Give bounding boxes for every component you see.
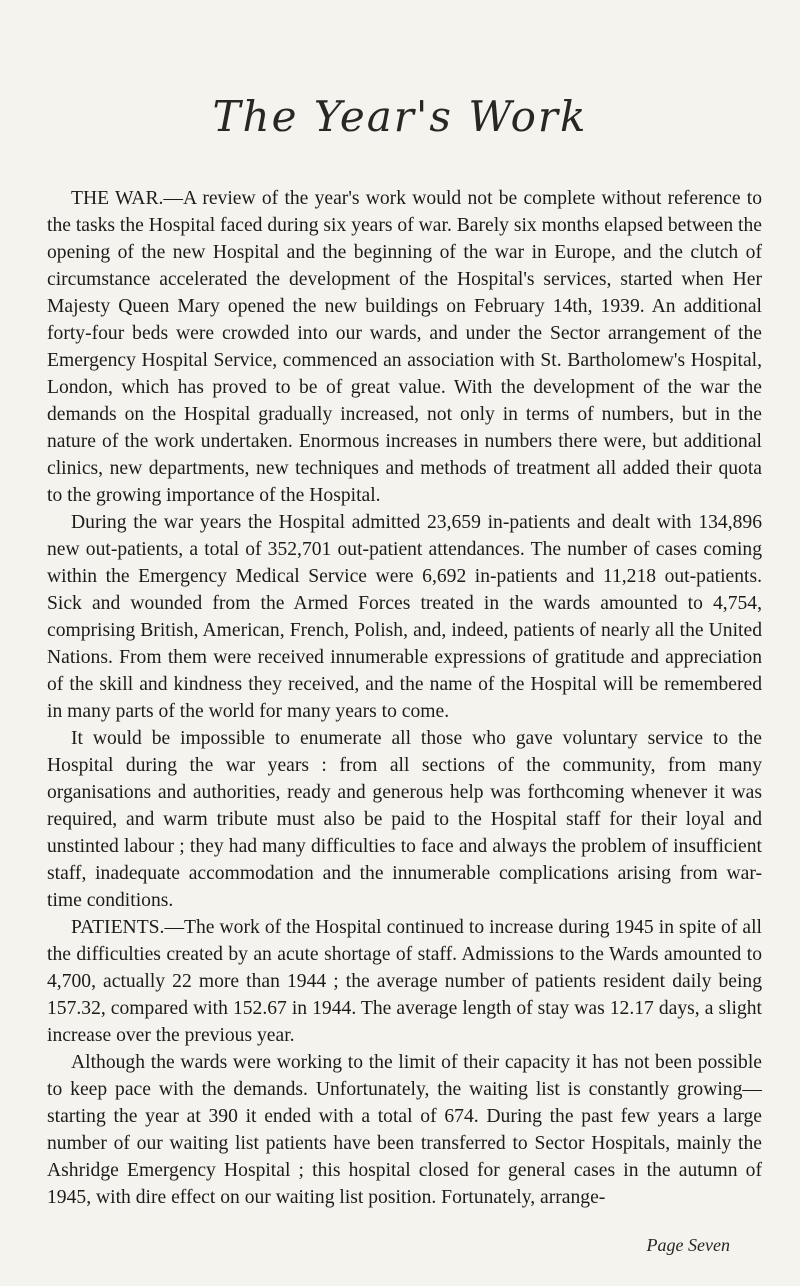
- paragraph-war-statistics: During the war years the Hospital admitted 23,659 in-patients and dealt with 134,896 new out-patients, a total of 352,701 out-patient attendances. The number of cases coming within the Emergency Medical Service were 6,692 in-patients and 11,218 out-patients. Sick and wounded from the Armed Forces treated in the wards amounted to 4,754, comprising British, American, French, Polish, and, indeed, patients of nearly all the United Nations. From them were received innumerable expressions of gratitude and appreciation of the skill and kindness they received, and the name of the Hospital will be remembered in many parts of the world for many years to come.: [47, 512, 762, 722]
- page-heading: The Year's Work: [212, 92, 588, 141]
- paragraph-patients: PATIENTS.—The work of the Hospital continued to increase during 1945 in spite of all the difficulties created by an acute shortage of staff. Admissions to the Wards amounted to 4,700, actually 22 more than 1944 ; the average number of patients resident daily being 157.32, compared with 152.67 in 1944. The average length of stay was 12.17 days, a slight increase over the previous year.: [47, 917, 762, 1046]
- paragraph-waiting-list: Although the wards were working to the limit of their capacity it has not been possible to keep pace with the demands. Unfortunately, the waiting list is constantly growing—starting the year at 390 it ended with a total of 674. During the past few years a large number of our waiting list patients have been transferred to Sector Hospitals, mainly the Ashridge Emergency Hospital ; this hospital closed for general cases in the autumn of 1945, with dire effect on our waiting list position. Fortunately, arrange-: [47, 1052, 762, 1208]
- page-number: Page Seven: [646, 1235, 730, 1255]
- paragraph-voluntary-service: It would be impossible to enumerate all those who gave voluntary service to the Hospital during the war years : from all sections of the community, from many organisations and authorities, ready and generous help was forthcoming whenever it was required, and warm tribute must also be paid to the Hospital staff for their loyal and unstinted labour ; they had many difficulties to face and always the problem of insufficient staff, inadequate accommodation and the innumerable complications arising from war-time conditions.: [47, 728, 762, 911]
- body-text: [47, 185, 762, 1211]
- paragraph-the-war: THE WAR.—A review of the year's work would not be complete without reference to the tasks the Hospital faced during six years of war. Barely six months elapsed between the opening of the new Hospital and the beginning of the war in Europe, and the clutch of circumstance accelerated the development of the Hospital's services, started when Her Majesty Queen Mary opened the new buildings on February 14th, 1939. An additional forty-four beds were crowded into our wards, and under the Sector arrangement of the Emergency Hospital Service, commenced an association with St. Bartholomew's Hospital, London, which has proved to be of great value. With the development of the war the demands on the Hospital gradually increased, not only in terms of numbers, but in the nature of the work undertaken. Enormous increases in numbers there were, but additional clinics, new departments, new techniques and methods of treatment all added their quota to the growing importance of the Hospital.: [47, 188, 762, 506]
